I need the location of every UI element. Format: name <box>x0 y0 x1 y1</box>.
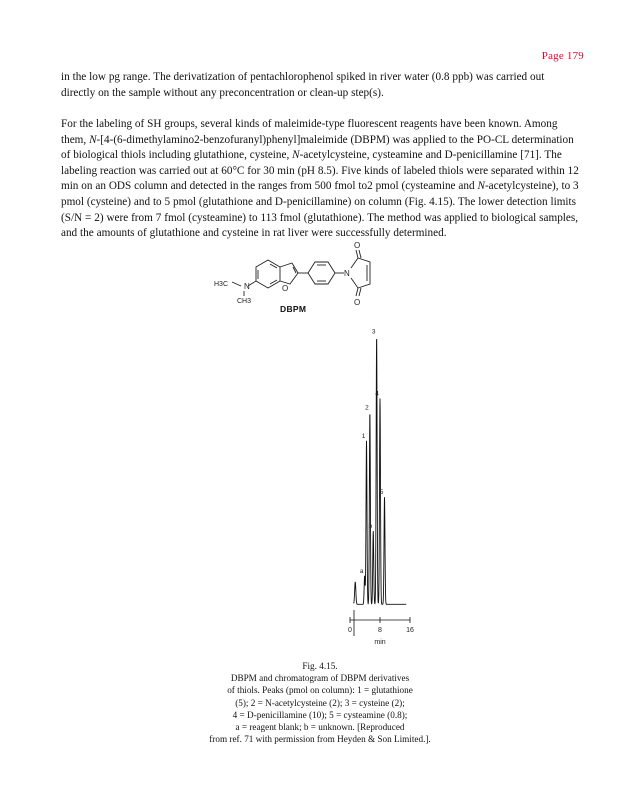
atom-h3c: H3C <box>214 281 229 288</box>
x-axis-label: min <box>374 639 386 646</box>
atom-n-imide: N <box>344 269 350 278</box>
atom-o-bottom: O <box>354 298 361 307</box>
caption-line: a = reagent blank; b = unknown. [Reproduced <box>235 722 405 733</box>
caption-line: of thiols. Peaks (pmol on column): 1 = glutathione <box>227 685 413 696</box>
x-tick-label: 8 <box>378 627 382 634</box>
chromatogram-axis <box>348 610 414 646</box>
caption-line: from ref. 71 with permission from Heyden & Son Limited.]. <box>209 734 431 745</box>
peak-label-5: 5 <box>379 489 384 497</box>
atom-o-top: O <box>354 241 361 250</box>
atom-o-furan: O <box>282 284 289 293</box>
peak-label-a: a <box>359 568 364 576</box>
caption-line: 4 = D-penicillamine (10); 5 = cysteamine (0.8); <box>232 709 408 720</box>
atom-ch3: CH3 <box>237 298 252 305</box>
structure-label: DBPM <box>280 304 307 314</box>
caption-line: Fig. 4.15. <box>302 661 338 671</box>
chromatogram <box>330 318 430 648</box>
body-paragraph-1: in the low pg range. The derivatization of pentachlorophenol spiked in river water (0.8 ppb) was carried out directly on the sample without any preconcentration or clean-up step(s). <box>61 71 545 99</box>
peak-label-1: 1 <box>361 432 366 440</box>
peak-label-4: 4 <box>375 390 379 398</box>
caption-line: (5); 2 = N-acetylcysteine (2); 3 = cysteine (2); <box>235 697 405 708</box>
peak-label-b: b <box>368 523 373 531</box>
atom-n-dimethyl: N <box>244 282 250 291</box>
x-tick-label: 16 <box>406 627 414 634</box>
figure-caption <box>170 660 470 745</box>
peak-label-2: 2 <box>365 404 369 412</box>
body-paragraph-2: For the labeling of SH groups, several kinds of maleimide-type fluorescent reagents have been known. Among them, N-[4-(6-dimethylamino2-benzofuranyl)phenyl]maleimide (DBPM) was applied to the PO-CL determination of biological thiols including glutathione, cysteine, N-acetylcysteine, cysteamine and D-penicillamine [71]. The labeling reaction was carried out at 60°C for 30 min (pH 8.5). Five kinds of labeled thiols were separated within 12 min on an ODS column and detected in the ranges from 500 fmol to2 pmol (cysteamine and N-acetylcysteine), to 3 pmol (cysteine) and to 5 pmol (glutathione and D-penicillamine) on column (Fig. 4.15). The lower detection limits (S/N = 2) were from 7 fmol (cysteamine) to 113 fmol (glutathione). The method was applied to biological samples, and the amounts of glutathione and cysteine in rat liver were successfully determined. <box>61 118 579 240</box>
peak-label-3: 3 <box>371 328 376 336</box>
x-tick-label: 0 <box>348 627 352 634</box>
caption-line: DBPM and chromatogram of DBPM derivatives <box>230 673 410 684</box>
page-number: Page 179 <box>541 50 584 62</box>
chromatogram-trace <box>354 340 407 605</box>
